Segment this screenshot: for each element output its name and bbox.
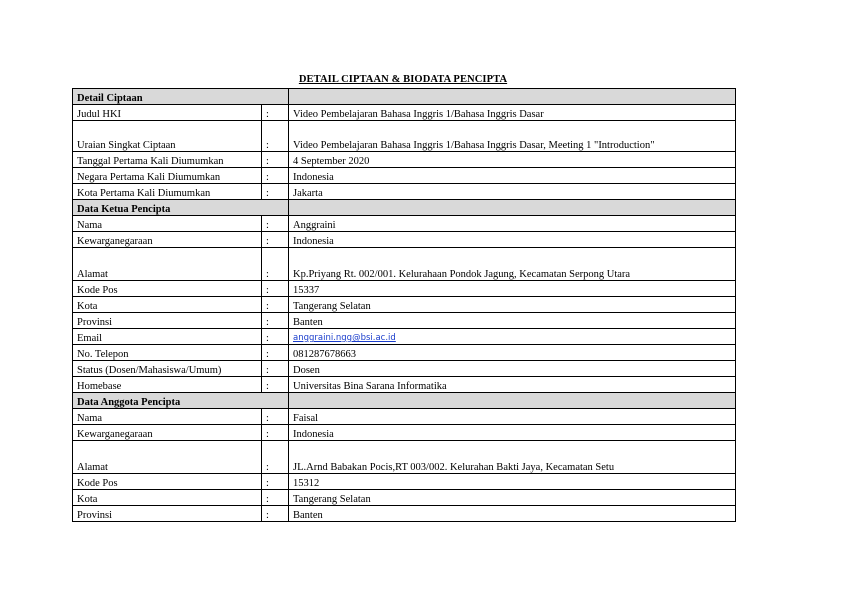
field-value: Jakarta [289, 184, 736, 200]
colon-separator: : [262, 281, 289, 297]
section-anggota-pencipta [73, 393, 736, 409]
field-label: Kode Pos [73, 474, 262, 490]
colon-separator: : [262, 490, 289, 506]
colon-separator: : [262, 152, 289, 168]
field-value: Indonesia [289, 232, 736, 248]
colon-separator: : [262, 168, 289, 184]
field-value: 15312 [289, 474, 736, 490]
field-label: Uraian Singkat Ciptaan [73, 121, 262, 152]
field-value: 4 September 2020 [289, 152, 736, 168]
field-value: Banten [289, 506, 736, 522]
field-value: Indonesia [289, 425, 736, 441]
biodata-table [72, 88, 736, 522]
section-ketua-pencipta [73, 200, 736, 216]
field-value: Indonesia [289, 168, 736, 184]
field-label: Alamat [73, 441, 262, 474]
colon-separator: : [262, 248, 289, 281]
colon-separator: : [262, 474, 289, 490]
colon-separator: : [262, 345, 289, 361]
row-ketua-kewarganegaraan [73, 232, 736, 248]
row-ketua-alamat [73, 248, 736, 281]
section-heading: Data Anggota Pencipta [73, 393, 289, 409]
field-label: Nama [73, 216, 262, 232]
colon-separator: : [262, 232, 289, 248]
colon-separator: : [262, 361, 289, 377]
row-anggota-provinsi [73, 506, 736, 522]
row-ketua-nama [73, 216, 736, 232]
row-ketua-telepon [73, 345, 736, 361]
field-label: Nama [73, 409, 262, 425]
row-ketua-status [73, 361, 736, 377]
colon-separator: : [262, 105, 289, 121]
row-uraian [73, 121, 736, 152]
row-ketua-homebase [73, 377, 736, 393]
field-value: Video Pembelajaran Bahasa Inggris 1/Bahasa Inggris Dasar, Meeting 1 "Introduction" [289, 121, 736, 152]
field-label: Email [73, 329, 262, 345]
field-label: Judul HKI [73, 105, 262, 121]
row-anggota-alamat [73, 441, 736, 474]
colon-separator: : [262, 506, 289, 522]
colon-separator: : [262, 184, 289, 200]
row-judul-hki [73, 105, 736, 121]
field-label: Kota [73, 490, 262, 506]
field-value: Video Pembelajaran Bahasa Inggris 1/Bahasa Inggris Dasar [289, 105, 736, 121]
field-label: Kota Pertama Kali Diumumkan [73, 184, 262, 200]
field-value: 081287678663 [289, 345, 736, 361]
row-ketua-kodepos [73, 281, 736, 297]
row-ketua-kota [73, 297, 736, 313]
document-title: DETAIL CIPTAAN & BIODATA PENCIPTA [298, 74, 508, 85]
field-value: JL.Arnd Babakan Pocis,RT 003/002. Kelurahan Bakti Jaya, Kecamatan Setu [289, 441, 736, 474]
colon-separator: : [262, 377, 289, 393]
colon-separator: : [262, 441, 289, 474]
colon-separator: : [262, 329, 289, 345]
colon-separator: : [262, 121, 289, 152]
field-label: Kota [73, 297, 262, 313]
row-anggota-kewarganegaraan [73, 425, 736, 441]
field-label: Alamat [73, 248, 262, 281]
field-label: No. Telepon [73, 345, 262, 361]
row-negara [73, 168, 736, 184]
section-heading: Detail Ciptaan [73, 89, 289, 105]
colon-separator: : [262, 297, 289, 313]
email-link[interactable]: anggraini.ngg@bsi.ac.id [293, 333, 396, 343]
colon-separator: : [262, 425, 289, 441]
field-label: Provinsi [73, 313, 262, 329]
field-value: Kp.Priyang Rt. 002/001. Kelurahaan Pondok Jagung, Kecamatan Serpong Utara [289, 248, 736, 281]
field-value: Dosen [289, 361, 736, 377]
row-tanggal [73, 152, 736, 168]
field-label: Kode Pos [73, 281, 262, 297]
field-value: 15337 [289, 281, 736, 297]
field-label: Kewarganegaraan [73, 425, 262, 441]
field-label: Negara Pertama Kali Diumumkan [73, 168, 262, 184]
field-label: Tanggal Pertama Kali Diumumkan [73, 152, 262, 168]
field-label: Kewarganegaraan [73, 232, 262, 248]
row-ketua-provinsi [73, 313, 736, 329]
row-anggota-kota [73, 490, 736, 506]
field-label: Status (Dosen/Mahasiswa/Umum) [73, 361, 262, 377]
field-value: Anggraini [289, 216, 736, 232]
colon-separator: : [262, 409, 289, 425]
row-anggota-kodepos [73, 474, 736, 490]
colon-separator: : [262, 216, 289, 232]
section-heading: Data Ketua Pencipta [73, 200, 289, 216]
field-label: Provinsi [73, 506, 262, 522]
field-label: Homebase [73, 377, 262, 393]
field-value: Universitas Bina Sarana Informatika [289, 377, 736, 393]
colon-separator: : [262, 313, 289, 329]
row-kota-diumumkan [73, 184, 736, 200]
field-value: Banten [289, 313, 736, 329]
field-value: Faisal [289, 409, 736, 425]
row-anggota-nama [73, 409, 736, 425]
section-detail-ciptaan [73, 89, 736, 105]
field-value: Tangerang Selatan [289, 490, 736, 506]
field-value: Tangerang Selatan [289, 297, 736, 313]
row-ketua-email [73, 329, 736, 345]
